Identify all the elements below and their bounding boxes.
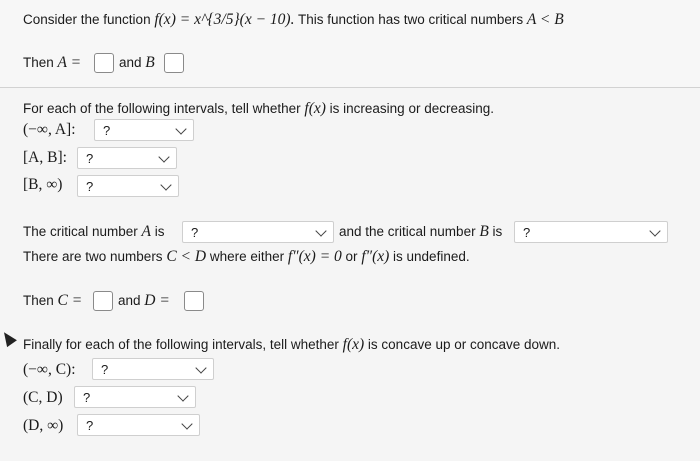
critical-b-select[interactable]: ? xyxy=(514,221,668,243)
b-label: B xyxy=(145,54,155,71)
chevron-down-icon xyxy=(175,123,186,134)
chevron-down-icon xyxy=(158,151,169,162)
critical-relation: A < B xyxy=(526,11,564,28)
increasing-select-1[interactable]: ? xyxy=(94,119,194,141)
critical-and-label: and B xyxy=(119,54,155,71)
function-expression: f(x) = x^{3/5}(x − 10). xyxy=(154,11,295,28)
d-answer-box[interactable] xyxy=(184,291,204,311)
chevron-down-icon xyxy=(160,179,171,190)
concavity-question: Finally for each of the following intervals, tell whether f(x) is concave up or concave down. xyxy=(23,336,561,353)
intro-text: Consider the function xyxy=(23,12,155,27)
interval-label: (−∞, C): xyxy=(23,361,76,378)
d-label: D = xyxy=(144,292,170,309)
concavity-select-3[interactable]: ? xyxy=(77,414,200,436)
inflection-intro: There are two numbers C < D where either f″(x) = 0 or f″(x) is undefined. xyxy=(23,248,470,265)
interval-label: (−∞, A]: xyxy=(23,121,76,138)
interval-label: [B, ∞) xyxy=(23,176,63,193)
a-answer-box[interactable] xyxy=(94,53,114,73)
increasing-select-3[interactable]: ? xyxy=(77,175,179,197)
increasing-select-2[interactable]: ? xyxy=(77,147,177,169)
critical-a-select[interactable]: ? xyxy=(182,221,334,243)
critical-then-label: Then A = xyxy=(23,54,82,71)
critical-b-sentence: and the critical number B is xyxy=(339,223,503,240)
b-answer-box[interactable] xyxy=(164,53,184,73)
intro-sentence xyxy=(23,11,564,29)
interval-label: (D, ∞) xyxy=(23,417,64,434)
inflection-then-label: Then C = xyxy=(23,292,83,309)
chevron-down-icon xyxy=(649,225,660,236)
chevron-down-icon xyxy=(181,418,192,429)
chevron-down-icon xyxy=(195,362,206,373)
chevron-down-icon xyxy=(315,225,326,236)
inflection-and-label: and D = xyxy=(118,292,170,309)
c-answer-box[interactable] xyxy=(93,291,113,311)
concavity-select-1[interactable]: ? xyxy=(92,358,214,380)
c-label: C = xyxy=(57,292,83,309)
a-label: A = xyxy=(57,54,82,71)
increasing-question: For each of the following intervals, tell whether f(x) is increasing or decreasing. xyxy=(23,100,494,117)
interval-label: (C, D) xyxy=(23,389,63,406)
interval-label: [A, B]: xyxy=(23,149,67,166)
chevron-down-icon xyxy=(177,390,188,401)
intro-text-after: This function has two critical numbers xyxy=(294,12,527,27)
critical-a-sentence: The critical number A is xyxy=(23,223,165,240)
concavity-select-2[interactable]: ? xyxy=(74,386,196,408)
